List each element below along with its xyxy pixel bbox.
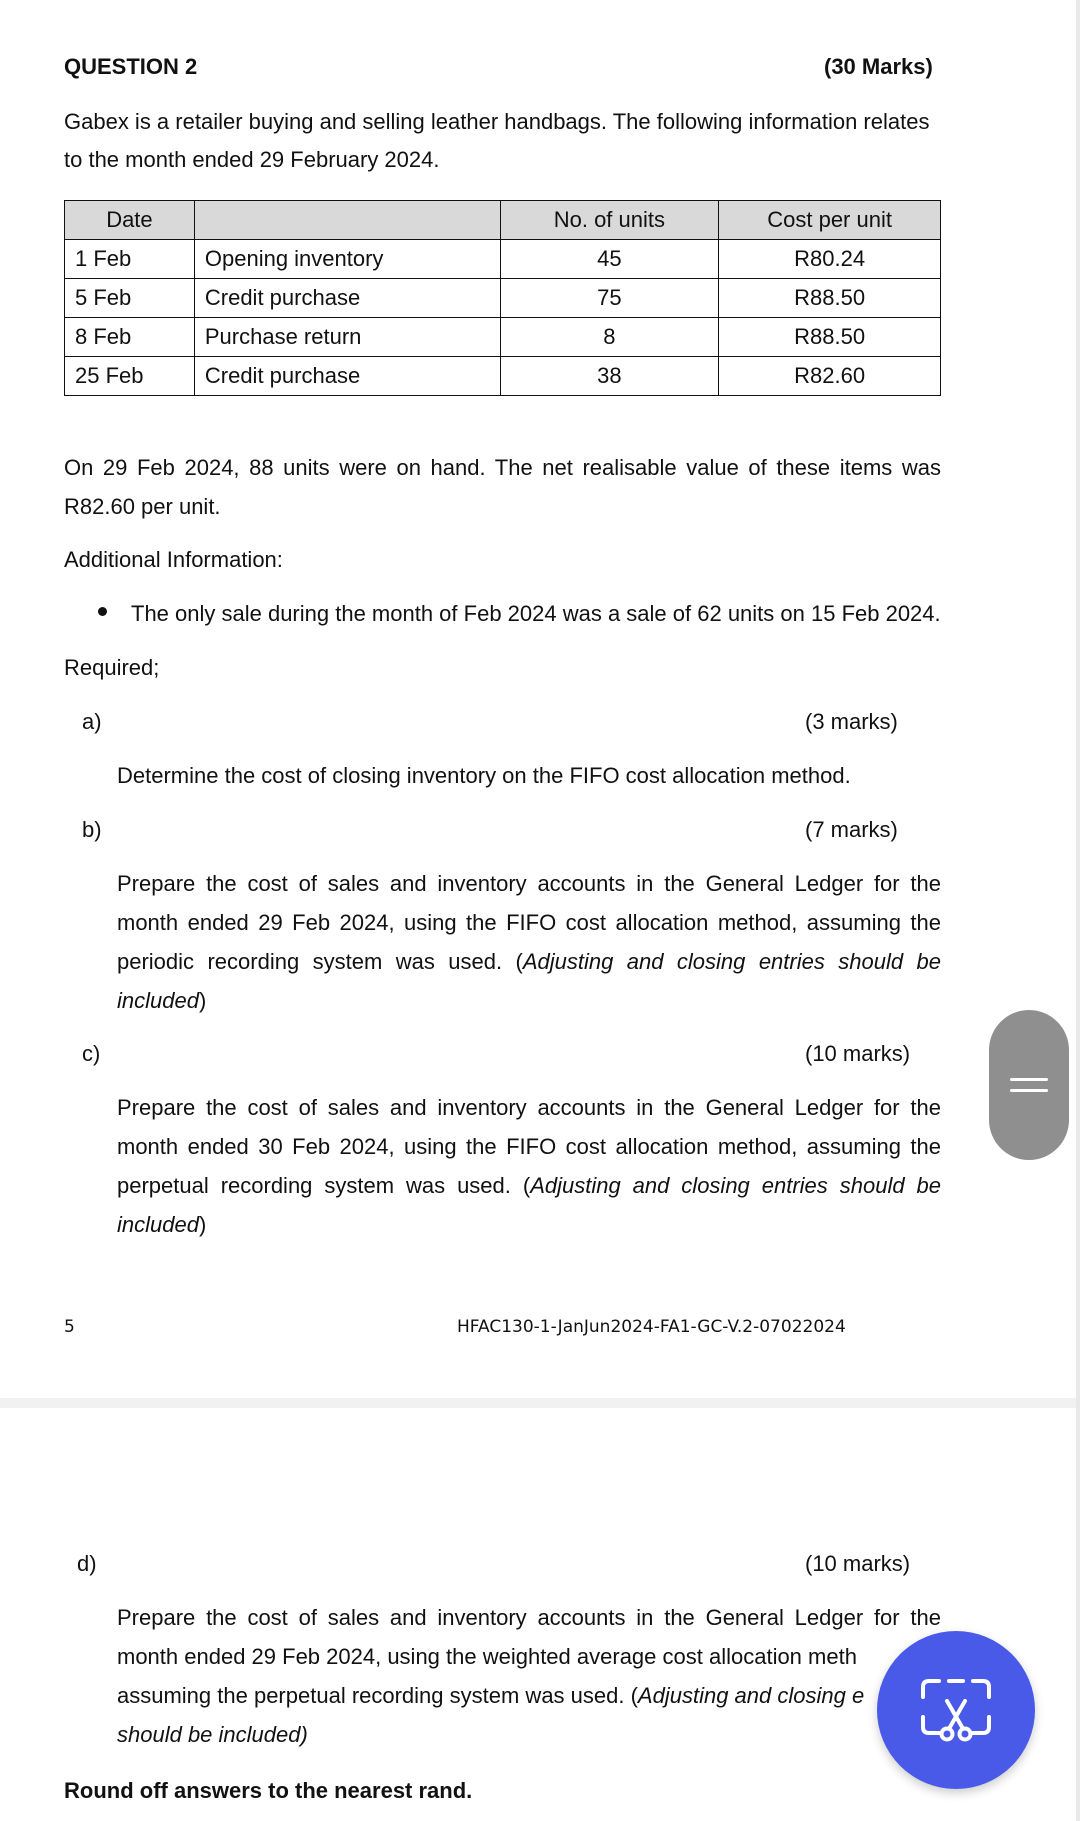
cell-units: 38 — [500, 357, 719, 396]
part-b-line-2: month ended 29 Feb 2024, using the FIFO cost allocation method, assuming the — [117, 910, 941, 935]
part-d-line-4 — [117, 1715, 308, 1754]
intro-line-1: Gabex is a retailer buying and selling leather handbags. The following information relates — [64, 109, 930, 134]
page-separator — [0, 1398, 1080, 1408]
cell-description: Credit purchase — [194, 357, 500, 396]
cell-units: 45 — [500, 240, 719, 279]
part-d-line-3-italic: Adjusting and closing e — [637, 1683, 865, 1708]
part-b-line-4-plain: ) — [198, 988, 207, 1013]
part-b-line-1: Prepare the cost of sales and inventory accounts in the General Ledger for the — [117, 871, 941, 896]
table-row — [65, 279, 941, 318]
onhand-line-1: On 29 Feb 2024, 88 units were on hand. The net realisable value of these items was — [64, 455, 941, 480]
part-d-line-2: month ended 29 Feb 2024, using the weighted average cost allocation meth — [117, 1644, 857, 1669]
table-row — [65, 240, 941, 279]
grip-line — [1010, 1078, 1048, 1081]
cell-date: 8 Feb — [65, 318, 195, 357]
question-title: QUESTION 2 — [64, 54, 198, 79]
cell-date: 5 Feb — [65, 279, 195, 318]
part-d-line-1: Prepare the cost of sales and inventory accounts in the General Ledger for the — [117, 1605, 941, 1630]
part-b-line-4-italic: included — [117, 988, 199, 1013]
cell-description: Opening inventory — [194, 240, 500, 279]
part-b-label: b) — [82, 817, 102, 842]
cell-units: 75 — [500, 279, 719, 318]
round-off-note: Round off answers to the nearest rand. — [64, 1778, 473, 1803]
header-cost: Cost per unit — [719, 201, 941, 240]
header-description — [194, 201, 500, 240]
part-b-marks: (7 marks) — [805, 817, 898, 842]
table-row — [65, 357, 941, 396]
part-c-line-2: month ended 30 Feb 2024, using the FIFO cost allocation method, assuming the — [117, 1134, 941, 1159]
header-units: No. of units — [500, 201, 719, 240]
part-b-line-3-italic: Adjusting and closing entries should be — [522, 949, 941, 974]
part-a-label: a) — [82, 709, 102, 734]
part-c-line-4 — [117, 1205, 206, 1244]
cell-description: Purchase return — [194, 318, 500, 357]
part-d-line-3-plain: assuming the perpetual recording system was used. ( — [117, 1683, 638, 1708]
grip-line — [1010, 1089, 1048, 1092]
part-d-line-4-italic: should be included) — [117, 1722, 308, 1747]
cell-cost: R80.24 — [719, 240, 941, 279]
viewport-edge — [1076, 0, 1080, 1821]
cell-date: 25 Feb — [65, 357, 195, 396]
cell-description: Credit purchase — [194, 279, 500, 318]
part-d-marks: (10 marks) — [805, 1551, 911, 1576]
cell-date: 1 Feb — [65, 240, 195, 279]
question-marks: (30 Marks) — [824, 54, 933, 79]
part-d-label: d) — [77, 1551, 97, 1576]
additional-heading: Additional Information: — [64, 547, 283, 572]
part-a-text: Determine the cost of closing inventory on the FIFO cost allocation method. — [117, 763, 851, 788]
screenshot-scissors-button[interactable] — [877, 1631, 1035, 1789]
part-c-line-3-italic: Adjusting and closing entries should be — [530, 1173, 941, 1198]
part-a-marks: (3 marks) — [805, 709, 898, 734]
part-c-line-3-plain: perpetual recording system was used. ( — [117, 1173, 531, 1198]
intro-line-2: to the month ended 29 February 2024. — [64, 147, 440, 172]
header-date: Date — [65, 201, 195, 240]
part-c-line-1: Prepare the cost of sales and inventory accounts in the General Ledger for the — [117, 1095, 941, 1120]
part-b-line-3-plain: periodic recording system was used. ( — [117, 949, 523, 974]
bullet-icon — [98, 607, 107, 616]
part-b-line-4 — [117, 981, 206, 1020]
page-number: 5 — [64, 1317, 75, 1337]
scroll-handle-icon[interactable] — [989, 1010, 1069, 1160]
part-c-line-4-plain: ) — [198, 1212, 207, 1237]
table-row — [65, 318, 941, 357]
cell-units: 8 — [500, 318, 719, 357]
part-d-line-3 — [117, 1676, 864, 1715]
cell-cost: R88.50 — [719, 279, 941, 318]
part-b-line-3 — [117, 942, 941, 981]
part-c-line-3 — [117, 1166, 941, 1205]
required-label: Required; — [64, 655, 160, 680]
cell-cost: R88.50 — [719, 318, 941, 357]
screenshot-scissors-icon — [877, 1631, 1035, 1789]
inventory-table — [64, 200, 941, 396]
table-header-row — [65, 201, 941, 240]
part-c-label: c) — [82, 1041, 101, 1066]
document-code: HFAC130-1-JanJun2024-FA1-GC-V.2-07022024 — [457, 1317, 846, 1337]
onhand-line-2: R82.60 per unit. — [64, 494, 221, 519]
part-c-line-4-italic: included — [117, 1212, 199, 1237]
cell-cost: R82.60 — [719, 357, 941, 396]
part-c-marks: (10 marks) — [805, 1041, 911, 1066]
additional-bullet-text: The only sale during the month of Feb 2024 was a sale of 62 units on 15 Feb 2024. — [131, 601, 941, 626]
